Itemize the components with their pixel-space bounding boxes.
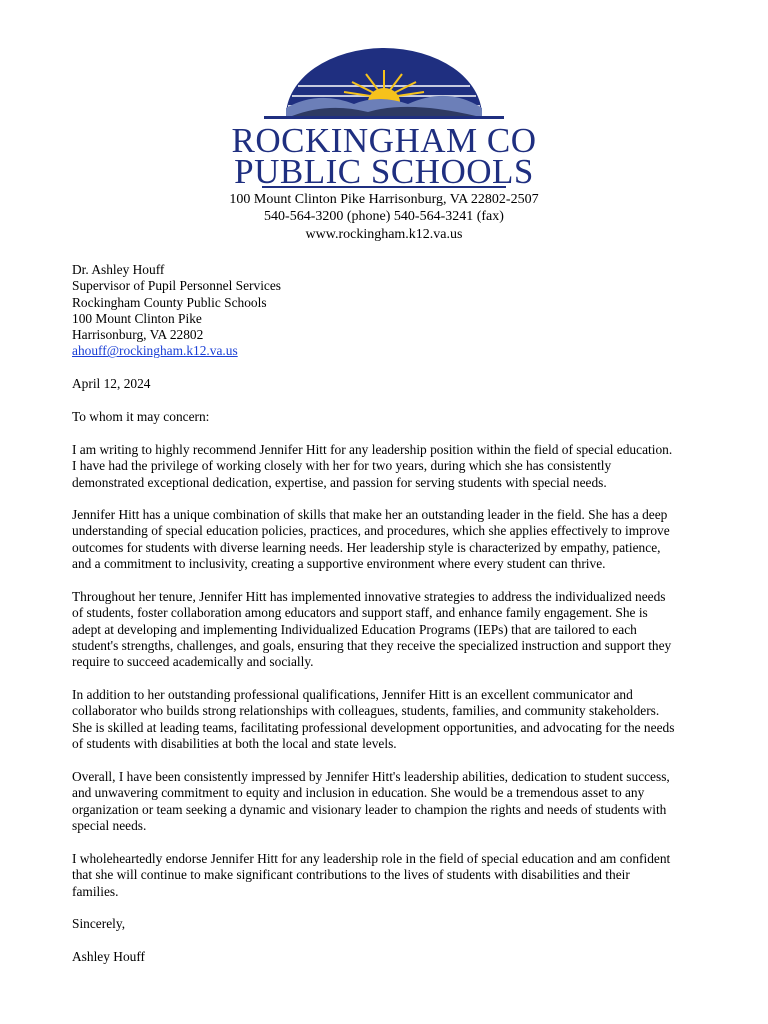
sender-email-link[interactable]: ahouff@rockingham.k12.va.us <box>72 343 238 359</box>
paragraph-line: and unwavering commitment to equity and inclusion in education. She would be a tremendous asset to any <box>72 785 645 801</box>
letter-date: April 12, 2024 <box>72 376 151 391</box>
paragraph-line: that she will continue to make significant contributions to the lives of students with disabilities and their <box>72 867 630 883</box>
salutation: To whom it may concern: <box>72 409 210 424</box>
sender-street: 100 Mount Clinton Pike <box>72 310 202 326</box>
paragraph-line: require to succeed academically and socially. <box>72 654 314 670</box>
paragraph-line: families. <box>72 883 119 899</box>
paragraph-1 <box>72 442 700 491</box>
sender-org: Rockingham County Public Schools <box>72 294 267 310</box>
paragraph-line: collaborator who builds strong relationships with colleagues, students, families, and community stakeholders. <box>72 703 660 719</box>
sender-name: Dr. Ashley Houff <box>72 262 165 277</box>
paragraph-line: outcomes for students with diverse learning needs. Her leadership style is characterized by empathy, patience, <box>72 539 661 555</box>
paragraph-line: and a commitment to inclusivity, creating a supportive environment where every student can thrive. <box>72 555 606 571</box>
paragraph-line: I wholeheartedly endorse Jennifer Hitt for any leadership role in the field of special education and am confident <box>72 851 671 866</box>
paragraph-line: understanding of special education policies, practices, and procedures, which she applies effectively to improve <box>72 523 670 539</box>
paragraph-line: Jennifer Hitt has a unique combination of skills that make her an outstanding leader in the field. She has a deep <box>72 507 668 522</box>
school-phones: 540-564-3200 (phone) 540-564-3241 (fax) <box>264 209 504 224</box>
paragraph-line: Throughout her tenure, Jennifer Hitt has implemented innovative strategies to address the individualized needs <box>72 589 666 604</box>
school-address: 100 Mount Clinton Pike Harrisonburg, VA 22802-2507 <box>229 192 539 207</box>
paragraph-line: In addition to her outstanding professional qualifications, Jennifer Hitt is an excellent communicator and <box>72 687 633 702</box>
paragraph-line: Overall, I have been consistently impressed by Jennifer Hitt's leadership abilities, dedication to student success, <box>72 769 670 784</box>
sender-city: Harrisonburg, VA 22802 <box>72 327 204 343</box>
signature-name: Ashley Houff <box>72 949 146 964</box>
paragraph-line: I am writing to highly recommend Jennifer Hitt for any leadership position within the field of special education. <box>72 442 673 457</box>
org-name-line-1: ROCKINGHAM CO <box>231 121 537 160</box>
org-name-line-2: PUBLIC SCHOOLS <box>234 152 534 191</box>
school-website[interactable]: www.rockingham.k12.va.us <box>305 227 463 242</box>
paragraph-4 <box>72 687 700 752</box>
paragraph-6 <box>72 851 700 900</box>
paragraph-line: of students, foster collaboration among educators and support staff, and enhance family engagement. She is <box>72 605 648 621</box>
closing: Sincerely, <box>72 916 126 931</box>
paragraph-line: organization or team seeking a dynamic and visionary leader to champion the rights and needs of students with <box>72 801 667 817</box>
paragraph-line: I have had the privilege of working closely with her for two years, during which she has consistently <box>72 458 612 474</box>
sender-title: Supervisor of Pupil Personnel Services <box>72 278 282 294</box>
paragraph-line: demonstrated exceptional dedication, expertise, and passion for serving students with special needs. <box>72 474 607 490</box>
paragraph-2 <box>72 507 700 572</box>
paragraph-line: adept at developing and implementing Individualized Education Programs (IEPs) that are tailored to each <box>72 621 637 637</box>
paragraph-5 <box>72 769 700 834</box>
rising-sun-mountains-icon <box>264 48 504 119</box>
sender-block <box>72 262 281 360</box>
paragraph-line: student's strengths, challenges, and goals, ensuring that they receive the specialized instruction and support they <box>72 637 672 653</box>
paragraph-line: special needs. <box>72 817 147 833</box>
paragraph-line: She is skilled at leading teams, facilitating professional development opportunities, and advocating for the needs <box>72 719 675 735</box>
paragraph-line: of students with disabilities at both the local and state levels. <box>72 735 397 751</box>
paragraph-3 <box>72 589 700 670</box>
